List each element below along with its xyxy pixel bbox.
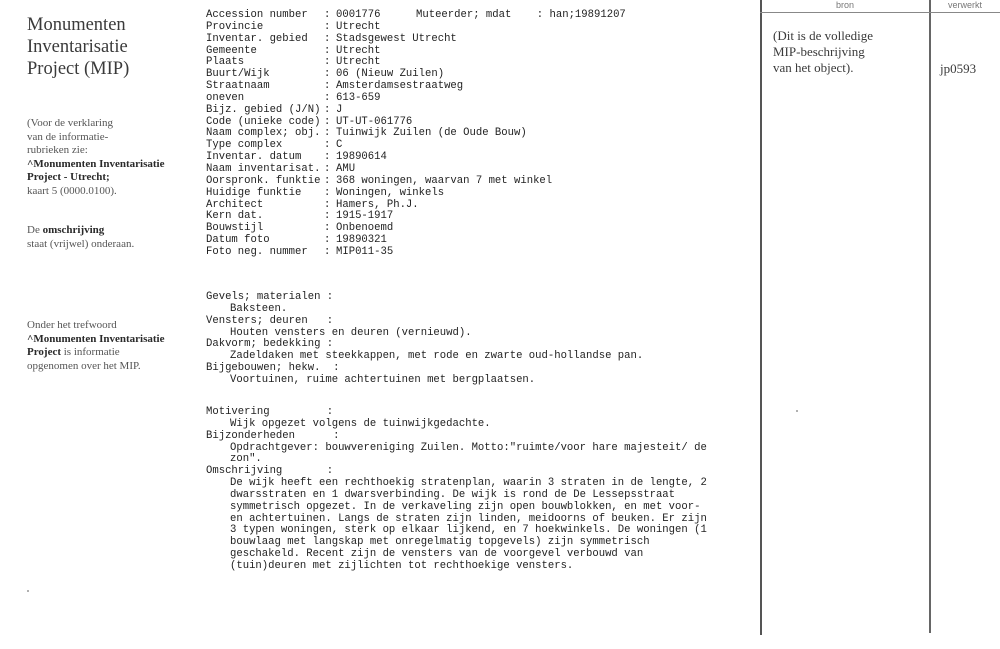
field-row	[206, 105, 751, 117]
field-value: 1915-1917	[336, 210, 394, 223]
vensters-label: Vensters; deuren :	[206, 314, 334, 327]
title-line-3: Project (MIP)	[27, 59, 130, 79]
bron-line: van het object).	[773, 60, 854, 75]
table-divider-left	[760, 0, 762, 635]
motivering-text: Wijk opgezet volgens de tuinwijkgedachte.	[230, 417, 491, 430]
field-label: Gemeente	[206, 44, 257, 57]
field-colon: :	[324, 174, 331, 187]
bijzonderheden-line: zon".	[230, 453, 262, 466]
field-value: 19890614	[336, 151, 387, 164]
verklaring-line: rubrieken zie:	[27, 144, 88, 156]
field-colon: :	[324, 103, 331, 116]
field-colon: :	[324, 210, 331, 223]
verklaring-line: (Voor de verklaring	[27, 117, 113, 129]
field-value: Utrecht	[336, 56, 381, 69]
field-row	[206, 128, 751, 140]
verklaring-ref: ^Monumenten Inventarisatie	[27, 157, 165, 170]
dakvorm-text: Zadeldaken met steekkappen, met rode en zwarte oud-hollandse pan.	[230, 350, 644, 363]
trefwoord-note	[27, 319, 197, 373]
field-colon: :	[324, 115, 331, 128]
verwerkt-code: jp0593	[940, 61, 977, 76]
omschrijving-bold: omschrijving	[42, 224, 105, 236]
bron-note	[773, 28, 923, 76]
trefwoord-line: opgenomen over het MIP.	[27, 359, 141, 372]
field-colon: :	[324, 9, 331, 21]
table-header-rule	[760, 12, 1000, 13]
field-row	[206, 176, 751, 188]
title-line-1: Monumenten	[27, 15, 126, 35]
field-colon: :	[324, 245, 331, 258]
field-row	[206, 188, 751, 200]
field-label: Bijz. gebied (J/N)	[206, 103, 321, 116]
field-label: Oorspronk. funktie	[206, 174, 321, 187]
field-row	[206, 223, 751, 235]
field-label: Datum foto	[206, 234, 270, 247]
field-value: Utrecht	[336, 44, 381, 57]
bijgebouwen-text: Voortuinen, ruime achtertuinen met bergplaatsen.	[230, 373, 536, 386]
field-colon: :	[324, 234, 331, 247]
document-title	[27, 14, 197, 80]
field-row	[206, 93, 751, 105]
omschrijving-label: Omschrijving :	[206, 465, 334, 478]
field-label: Provincie	[206, 20, 264, 33]
field-colon: :	[324, 222, 331, 235]
trefwoord-ref: ^Monumenten Inventarisatie	[27, 332, 165, 345]
bijgebouwen-label: Bijgebouwen; hekw. :	[206, 362, 340, 375]
gevels-text: Baksteen.	[230, 302, 288, 315]
field-colon: :	[324, 20, 331, 33]
trefwoord-line: Onder het trefwoord	[27, 319, 117, 331]
field-value: UT-UT-061776	[336, 115, 413, 128]
field-colon: :	[324, 162, 331, 175]
field-label: Naam complex; obj.	[206, 127, 321, 140]
field-label: Huidige funktie	[206, 186, 302, 199]
trefwoord-ref: Project	[27, 346, 61, 358]
omschrijving-line: staat (vrijwel) onderaan.	[27, 237, 135, 250]
field-label: Accession number	[206, 9, 308, 21]
gevels-label: Gevels; materialen :	[206, 291, 334, 303]
verwerkt-header: verwerkt	[947, 0, 982, 10]
motivering-label: Motivering :	[206, 406, 334, 418]
dakvorm-label: Dakvorm; bedekking :	[206, 338, 334, 351]
field-value: Hamers, Ph.J.	[336, 198, 419, 211]
field-value: 06 (Nieuw Zuilen)	[336, 68, 445, 81]
field-colon: :	[324, 198, 331, 211]
field-colon: :	[324, 127, 331, 140]
field-row	[206, 34, 751, 46]
verklaring-line: van de informatie-	[27, 130, 109, 143]
omschrijving-line: symmetrisch opgezet. In de verkaveling zijn open bouwblokken, en met voor-	[230, 500, 701, 513]
omschrijving-line: en achtertuinen. Langs de straten zijn linden, meidoorns of beuken. Er zijn	[230, 512, 707, 525]
bron-line: (Dit is de volledige	[773, 28, 874, 43]
field-colon: :	[324, 186, 331, 199]
field-value: 0001776	[336, 9, 381, 21]
materials-section	[206, 292, 751, 387]
field-label: Naam inventarisat.	[206, 162, 321, 175]
field-colon: :	[324, 80, 331, 93]
field-label: Bouwstijl	[206, 222, 264, 235]
field-label: Straatnaam	[206, 80, 270, 93]
field-row	[206, 247, 751, 259]
field-row	[206, 22, 751, 34]
field-colon: :	[324, 139, 331, 152]
title-line-2: Inventarisatie	[27, 37, 128, 57]
field-value: Utrecht	[336, 20, 381, 33]
field-colon: :	[324, 151, 331, 164]
field-value: 19890321	[336, 234, 387, 247]
scan-speck	[27, 590, 29, 592]
field-colon: :	[324, 56, 331, 69]
mutator-line: Muteerder; mdat : han;19891207	[416, 9, 626, 21]
bijzonderheden-line: Opdrachtgever: bouwvereniging Zuilen. Motto:"ruimte/voor hare majesteit/ de	[230, 441, 707, 454]
field-label: Inventar. datum	[206, 151, 302, 164]
verklaring-line: kaart 5 (0000.0100).	[27, 184, 117, 197]
field-label: Inventar. gebied	[206, 32, 308, 45]
field-row	[206, 69, 751, 81]
omschrijving-note	[27, 224, 197, 251]
omschrijving-line: (tuin)deuren met zijlichten tot rechthoekige vensters.	[230, 559, 574, 572]
description-section	[206, 407, 751, 573]
omschrijving-line: 3 typen woningen, sterk op elkaar lijkend, en 7 hoekwinkels. De woningen (1	[230, 524, 707, 537]
omschrijving-line: De wijk heeft een rechthoekig stratenplan, waarin 3 straten in de lengte, 2	[230, 477, 707, 490]
verklaring-ref: Project - Utrecht;	[27, 171, 110, 183]
field-label: Architect	[206, 198, 264, 211]
field-label: Kern dat.	[206, 210, 264, 223]
field-value: J	[336, 103, 343, 116]
field-colon: :	[324, 68, 331, 81]
field-label: oneven	[206, 91, 245, 104]
field-colon: :	[324, 91, 331, 104]
field-row	[206, 211, 751, 223]
field-value: Onbenoemd	[336, 222, 394, 235]
omschrijving-pre: De	[27, 224, 43, 236]
field-label: Foto neg. nummer	[206, 245, 308, 258]
trefwoord-line: is informatie	[61, 346, 120, 358]
table-divider-right	[929, 0, 931, 633]
field-row	[206, 81, 751, 93]
record-fields	[206, 10, 751, 259]
field-value: AMU	[336, 162, 356, 175]
bron-header: bron	[835, 0, 854, 10]
field-row	[206, 46, 751, 58]
omschrijving-line: geschakeld. Recent zijn de vensters van de voorgevel verbouwd van	[230, 548, 644, 561]
field-value: MIP011-35	[336, 245, 394, 258]
field-value: Tuinwijk Zuilen (de Oude Bouw)	[336, 127, 527, 140]
omschrijving-line: dwarsstraten en 1 dwarsverbinding. De wijk is rond de De Lessepsstraat	[230, 488, 676, 501]
field-label: Plaats	[206, 56, 245, 69]
field-label: Code (unieke code)	[206, 115, 321, 128]
vensters-text: Houten vensters en deuren (vernieuwd).	[230, 326, 472, 339]
field-value: 613-659	[336, 91, 381, 104]
field-value: 368 woningen, waarvan 7 met winkel	[336, 174, 553, 187]
bijzonderheden-label: Bijzonderheden :	[206, 429, 340, 442]
bron-line: MIP-beschrijving	[773, 44, 865, 59]
field-row	[206, 200, 751, 212]
field-value: Stadsgewest Utrecht	[336, 32, 457, 45]
scan-speck	[796, 410, 798, 412]
field-value: Woningen, winkels	[336, 186, 445, 199]
verklaring-note	[27, 117, 197, 198]
field-value: C	[336, 139, 343, 152]
field-colon: :	[324, 32, 331, 45]
field-colon: :	[324, 44, 331, 57]
omschrijving-line: bouwlaag met langskap met onregelmatig topgevels) zijn symmetrisch	[230, 536, 650, 549]
field-value: Amsterdamsestraatweg	[336, 80, 464, 93]
field-row	[206, 57, 751, 69]
field-label: Type complex	[206, 139, 283, 152]
field-label: Buurt/Wijk	[206, 68, 270, 81]
